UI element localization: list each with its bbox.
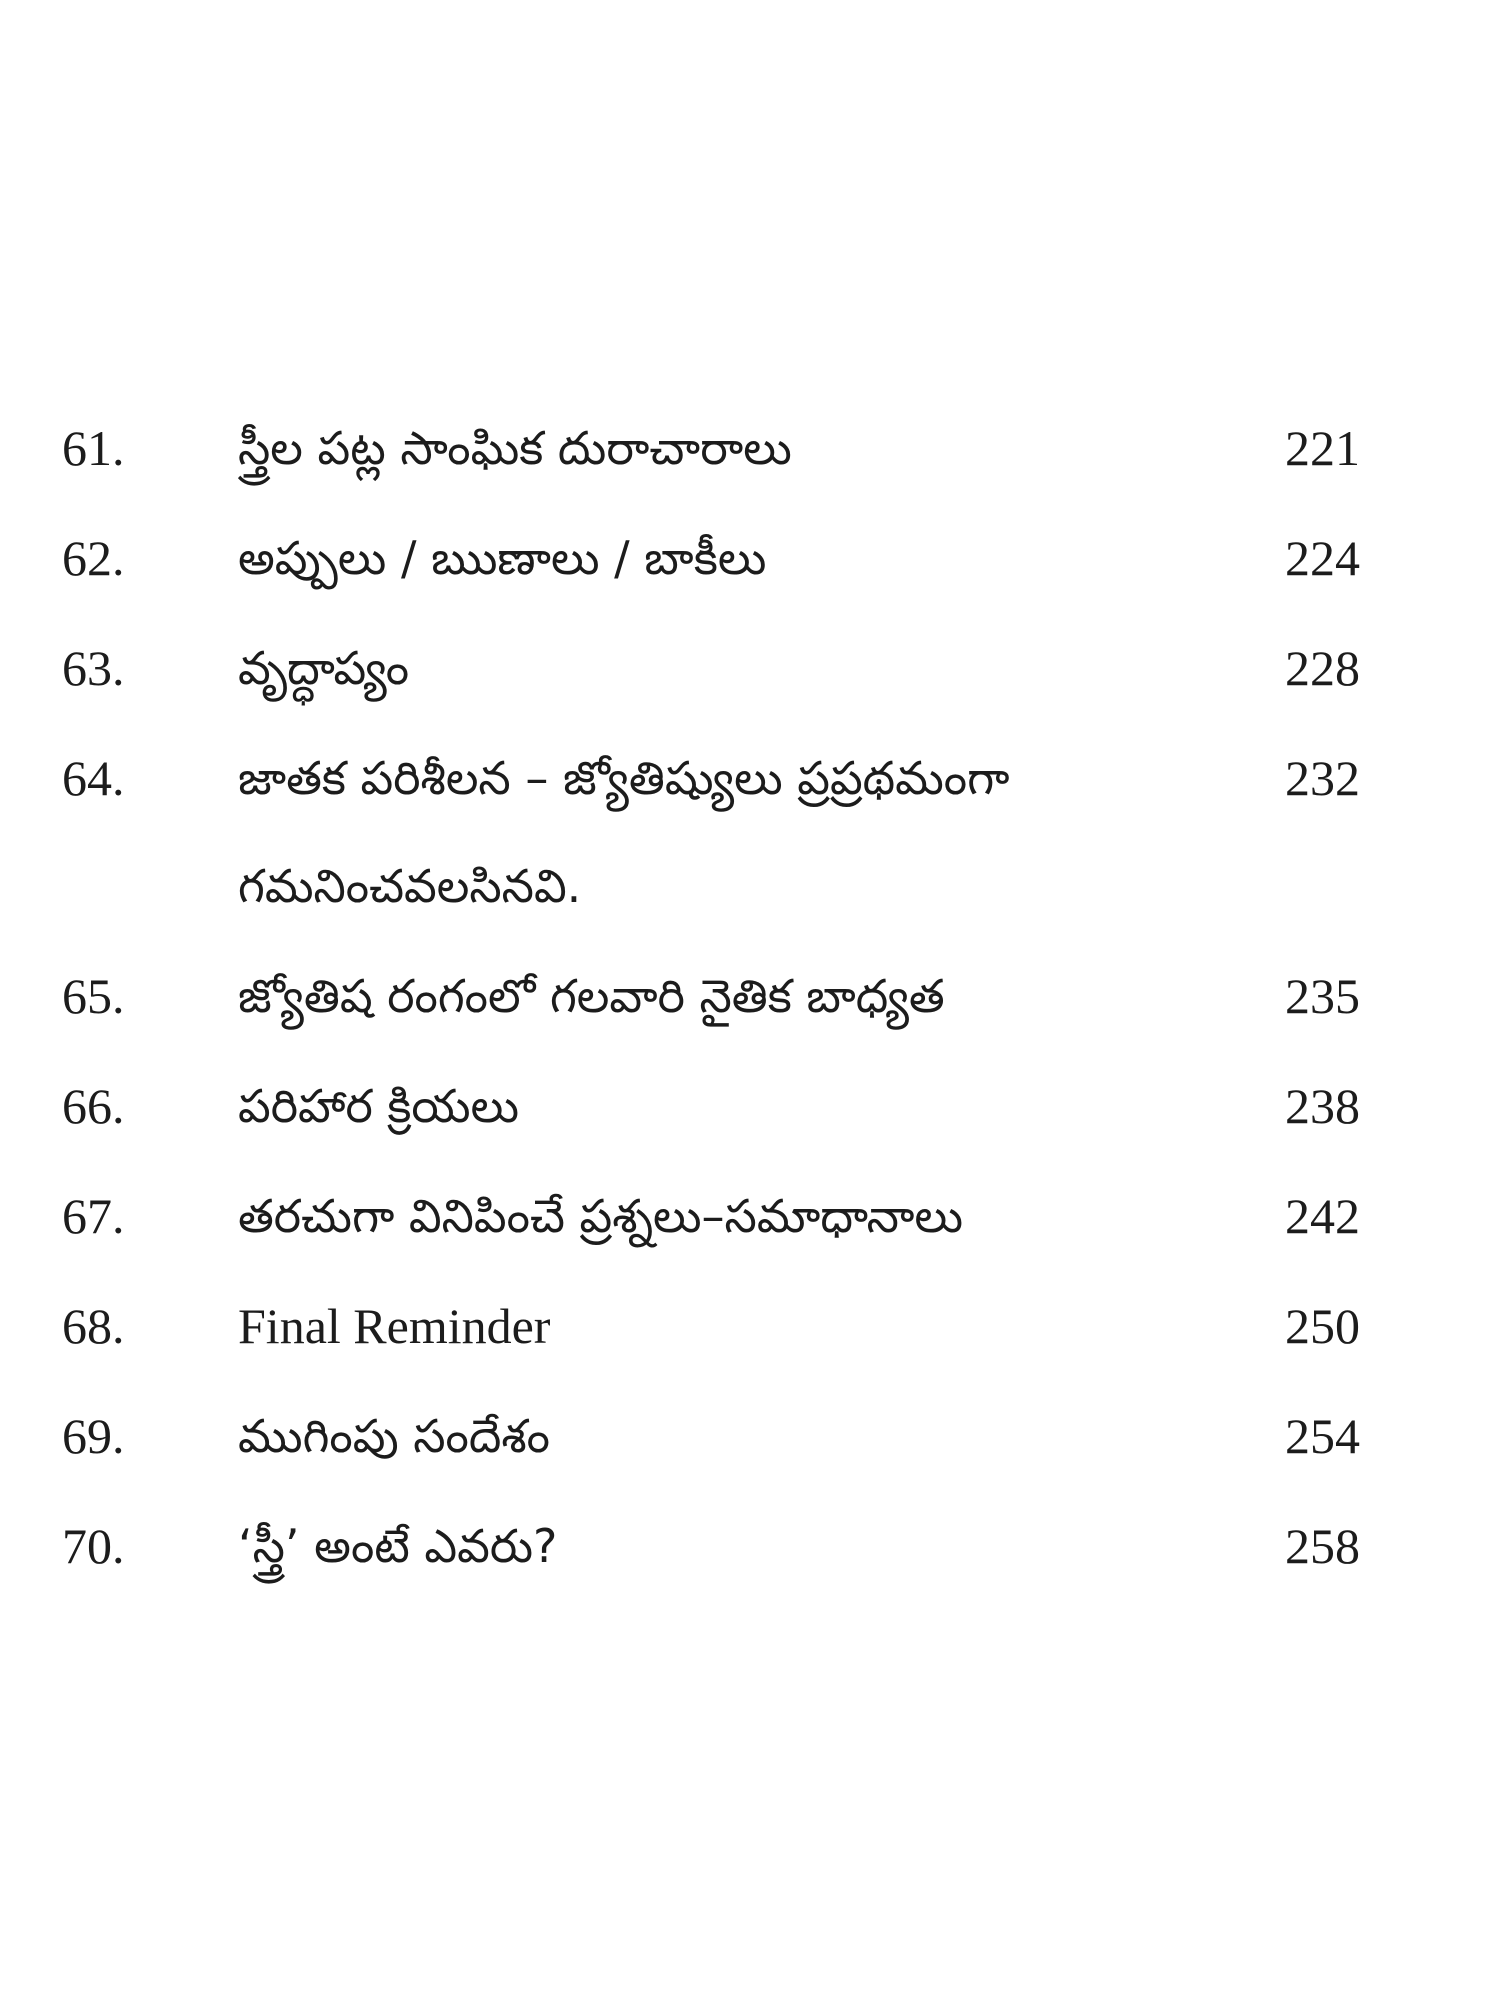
toc-entry [0,620,1500,730]
toc-entry [0,1388,1500,1498]
entry-title: వృద్ధాప్యం [238,641,410,695]
entry-title: పరిహార క్రియలు [238,1079,520,1133]
entry-number: 69. [62,1408,125,1464]
entry-number: 65. [62,968,125,1024]
entry-number: 62. [62,530,125,586]
entry-page-number: 221 [1285,420,1360,476]
entry-number: 61. [62,420,125,476]
entry-page-number: 235 [1285,968,1360,1024]
toc-entry [0,730,1500,948]
entry-page-number: 224 [1285,530,1360,586]
entry-title: Final Reminder [238,1298,551,1354]
entry-title-continuation: గమనించవలసినవి. [238,859,582,913]
entry-title: అప్పులు / ఋణాలు / బాకీలు [238,531,767,585]
entry-title: ముగింపు సందేశం [238,1409,550,1463]
entry-title: స్త్రీల పట్ల సాంఘిక దురాచారాలు [238,421,792,475]
toc-list [0,400,1500,1608]
entry-number: 66. [62,1078,125,1134]
entry-page-number: 242 [1285,1188,1360,1244]
entry-number: 67. [62,1188,125,1244]
entry-title: జాతక పరిశీలన – జ్యోతిష్యులు ప్రప్రథమంగా [238,751,1010,805]
entry-page-number: 258 [1285,1518,1360,1574]
entry-title: తరచుగా వినిపించే ప్రశ్నలు–సమాధానాలు [238,1189,963,1243]
entry-title: జ్యోతిష రంగంలో గలవారి నైతిక బాధ్యత [238,969,945,1023]
entry-number: 70. [62,1518,125,1574]
entry-title: ‘స్త్రీ’ అంటే ఎవరు? [238,1519,558,1573]
entry-page-number: 250 [1285,1298,1360,1354]
entry-page-number: 254 [1285,1408,1360,1464]
entry-page-number: 228 [1285,640,1360,696]
toc-entry [0,1058,1500,1168]
entry-page-number: 232 [1285,750,1360,806]
toc-entry [0,400,1500,510]
toc-entry [0,1168,1500,1278]
toc-entry [0,1278,1500,1388]
entry-number: 68. [62,1298,125,1354]
toc-entry [0,1498,1500,1608]
toc-entry [0,510,1500,620]
entry-number: 64. [62,750,125,806]
toc-entry [0,948,1500,1058]
entry-page-number: 238 [1285,1078,1360,1134]
entry-number: 63. [62,640,125,696]
